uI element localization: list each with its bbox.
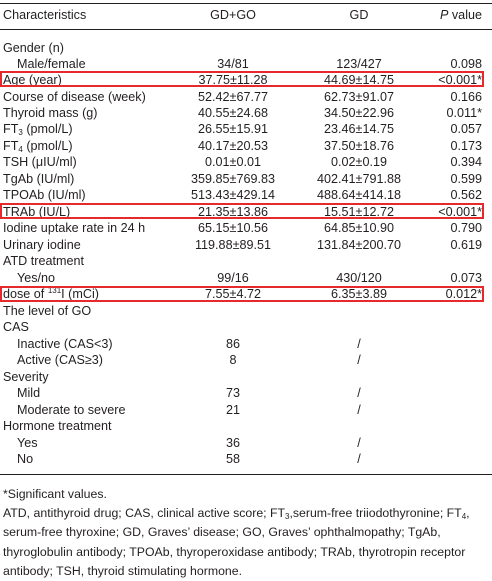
cell-gd-go: 86: [225, 337, 240, 351]
cell-gd: /: [357, 403, 361, 417]
table-row: [0, 253, 492, 269]
label-subscript: 4: [18, 145, 23, 154]
table-row: [0, 270, 492, 286]
cell-p-value: 0.173: [450, 139, 482, 153]
cell-gd-go: 40.17±20.53: [198, 139, 268, 153]
cell-gd-go: 359.85±769.83: [191, 172, 275, 186]
row-label: Mild: [17, 386, 41, 400]
row-label: Thyroid mass (g): [3, 106, 98, 120]
row-label: Iodine uptake rate in 24 h: [3, 221, 146, 235]
cell-gd: /: [357, 337, 361, 351]
header-p-letter: P: [439, 8, 449, 22]
cell-gd-go: 58: [225, 452, 240, 466]
row-label: No: [17, 452, 34, 466]
table-row: [0, 171, 492, 187]
highlight-box-trab: [0, 203, 484, 219]
table-row: [0, 451, 492, 467]
cell-gd-go: 513.43±429.14: [191, 188, 275, 202]
cell-gd: 0.02±0.19: [331, 155, 387, 169]
cell-gd-go: 21: [225, 403, 240, 417]
cell-gd-go: 119.88±89.51: [194, 238, 271, 252]
footnote-abbreviations: [3, 504, 491, 581]
table-row: [0, 138, 492, 154]
row-label: The level of GO: [3, 304, 92, 318]
table-row: [0, 385, 492, 401]
footnote-significant: *Significant values.: [3, 487, 107, 501]
row-label: Age (year): [3, 73, 62, 87]
cell-gd-go: 37.75±11.28: [198, 73, 268, 87]
label-text: FT: [3, 139, 19, 153]
header-p-rest: value: [448, 8, 482, 22]
row-label: Male/female: [17, 57, 86, 71]
cell-p-value: 0.619: [450, 238, 482, 252]
row-label: ATD treatment: [3, 254, 84, 268]
footnote-subscript: 4: [461, 512, 467, 522]
cell-gd: /: [357, 353, 361, 367]
row-label: Gender (n): [3, 41, 64, 55]
cell-p-value: 0.790: [450, 221, 482, 235]
highlight-box-age: [0, 71, 484, 87]
footnote-subscript: 3: [285, 512, 290, 522]
table-row: [0, 56, 492, 72]
table-row: [0, 402, 492, 418]
table-row: [0, 121, 492, 137]
table-row: [0, 319, 492, 335]
cell-gd: 44.69±14.75: [324, 73, 394, 87]
row-label: Yes/no: [17, 271, 56, 285]
cell-gd-go: 8: [229, 353, 237, 367]
top-rule: [0, 3, 492, 4]
cell-gd: 34.50±22.96: [324, 106, 394, 120]
cell-gd-go: 52.42±67.77: [198, 90, 268, 104]
cell-gd: 488.64±414.18: [317, 188, 401, 202]
table-row: [0, 352, 492, 368]
header-rule: [0, 29, 492, 30]
cell-gd-go: 65.15±10.56: [198, 221, 268, 235]
table-row: [0, 187, 492, 203]
cell-p-value: 0.057: [450, 122, 482, 136]
cell-gd-go: 36: [225, 436, 240, 450]
table-row: [0, 154, 492, 170]
label-subscript: 3: [18, 128, 23, 137]
cell-p-value: 0.012*: [445, 287, 482, 301]
table-row: [0, 40, 492, 56]
row-label: Active (CAS≥3): [17, 353, 103, 367]
row-label: Urinary iodine: [3, 238, 81, 252]
row-label: TSH (μIU/ml): [3, 155, 77, 169]
cell-gd-go: 99/16: [217, 271, 249, 285]
cell-gd-go: 7.55±4.72: [205, 287, 261, 301]
row-label: TRAb (IU/L): [3, 205, 71, 219]
header-gd: GD: [349, 8, 369, 22]
label-text: I (mCi): [61, 287, 99, 301]
cell-gd: 23.46±14.75: [324, 122, 394, 136]
cell-gd: /: [357, 386, 361, 400]
row-label: [3, 138, 73, 154]
label-text: FT: [3, 122, 19, 136]
label-superscript: 131: [47, 286, 62, 295]
cell-gd: 131.84±200.70: [317, 238, 401, 252]
table-row: [0, 435, 492, 451]
cell-p-value: 0.562: [450, 188, 482, 202]
row-label: Moderate to severe: [17, 403, 126, 417]
cell-gd: 62.73±91.07: [324, 90, 394, 104]
table-row: [0, 220, 492, 236]
row-label: Hormone treatment: [3, 419, 112, 433]
cell-gd: 37.50±18.76: [324, 139, 394, 153]
header-gd-go: GD+GO: [210, 8, 256, 22]
row-label: Course of disease (week): [3, 90, 146, 104]
cell-gd-go: 0.01±0.01: [205, 155, 261, 169]
label-text: (pmol/L): [22, 139, 73, 153]
cell-gd: /: [357, 436, 361, 450]
row-label: TPOAb (IU/ml): [3, 188, 86, 202]
cell-p-value: 0.098: [450, 57, 482, 71]
cell-gd: 402.41±791.88: [317, 172, 401, 186]
bottom-rule: [0, 474, 492, 475]
table-row: [0, 237, 492, 253]
row-label: Severity: [3, 370, 49, 384]
cell-gd: 430/120: [336, 271, 382, 285]
row-label: Yes: [17, 436, 38, 450]
cell-gd-go: 73: [225, 386, 240, 400]
cell-p-value: 0.394: [450, 155, 482, 169]
cell-p-value: 0.599: [450, 172, 482, 186]
cell-p-value: <0.001*: [438, 73, 482, 87]
table-row: [0, 105, 492, 121]
table-row: [0, 303, 492, 319]
cell-gd: 123/427: [336, 57, 382, 71]
highlight-box-dose: [0, 286, 484, 302]
header-p-value: [416, 8, 482, 22]
cell-p-value: 0.073: [450, 271, 482, 285]
label-text: dose of: [3, 287, 48, 301]
cell-gd: 15.51±12.72: [324, 205, 394, 219]
row-label: [3, 121, 73, 137]
cell-p-value: 0.166: [450, 90, 482, 104]
cell-gd: 64.85±10.90: [324, 221, 394, 235]
label-text: (pmol/L): [22, 122, 73, 136]
cell-gd-go: 21.35±13.86: [198, 205, 268, 219]
footnote-text: , serum-free thyroxine; GD, Graves’ disease; GO, Graves’ ophthalmopathy; TgAb, thyroglobulin antibody; TPOAb, thyroperoxidase antibody; TRAb, thyrotropin receptor antibody; TSH, thyroid stimulating hormone.: [3, 506, 470, 578]
cell-p-value: <0.001*: [438, 205, 482, 219]
table-row: [0, 89, 492, 105]
cell-gd-go: 40.55±24.68: [198, 106, 268, 120]
row-label: TgAb (IU/ml): [3, 172, 75, 186]
footnote-text: ATD, antithyroid drug; CAS, clinical active score; FT: [3, 506, 286, 521]
table-row: [0, 336, 492, 352]
cell-gd: 6.35±3.89: [331, 287, 387, 301]
table-footnotes: [3, 485, 491, 581]
cell-gd: /: [357, 452, 361, 466]
header-characteristics: Characteristics: [3, 8, 87, 22]
cell-gd-go: 34/81: [217, 57, 249, 71]
row-label: Inactive (CAS<3): [17, 337, 113, 351]
table-row: [0, 418, 492, 434]
row-label: CAS: [3, 320, 29, 334]
footnote-text: ,serum-free triiodothyronine; FT: [289, 506, 462, 521]
table-row: [0, 369, 492, 385]
cell-p-value: 0.011*: [446, 106, 482, 120]
cell-gd-go: 26.55±15.91: [198, 122, 268, 136]
